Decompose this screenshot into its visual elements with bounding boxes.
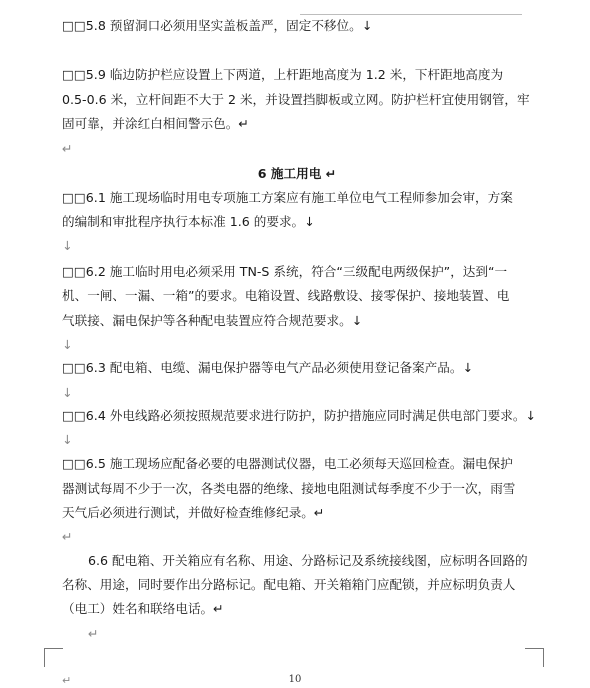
footer-paragraph-mark: ↵ [62,674,72,687]
crop-mark-left [44,648,63,667]
crop-mark-right [525,648,544,667]
text-line: □□6.5 施工现场应配备必要的电器测试仪器，电工必须每天巡回检查。漏电保护 [62,456,513,471]
text-line: □□5.9 临边防护栏应设置上下两道，上杆距地高度为 1.2 米，下杆距地高度为 [62,67,504,82]
text-line: 名称、用途，同时要作出分路标记。配电箱、开关箱箱门应配锁，并应标明负责人 [62,577,516,592]
paragraph-mark: ↓ [62,385,73,400]
section-heading: 6 施工用电 ↵ [257,166,337,181]
text-line: □□5.8 预留洞口必须用坚实盖板盖严，固定不移位。↓ [62,18,373,33]
paragraph-mark: ↓ [62,238,73,253]
paragraph-mark: ↵ [62,529,73,544]
text-line: □□6.4 外电线路必须按照规范要求进行防护，防护措施应同时满足供电部门要求。↓ [62,408,536,423]
text-line: 0.5-0.6 米，立杆间距不大于 2 米，并设置挡脚板或立网。防护栏杆宜使用钢管，牢 [62,92,530,107]
text-line: 气联接、漏电保护等各种配电装置应符合规范要求。↓ [62,313,363,328]
text-line: □□6.2 施工临时用电必须采用 TN-S 系统，符合“三级配电两级保护”，达到“一 [62,264,508,279]
text-line: 6.6 配电箱、开关箱应有名称、用途、分路标记及系统接线图，应标明各回路的 [88,553,528,568]
text-line: （电工）姓名和联络电话。↵ [62,601,224,616]
paragraph-mark: ↵ [62,141,73,156]
text-line: 天气后必须进行测试，并做好检查维修纪录。↵ [62,505,325,520]
text-line: □□6.1 施工现场临时用电专项施工方案应有施工单位电气工程师参加会审，方案 [62,190,513,205]
text-line: 的编制和审批程序执行本标准 1.6 的要求。↓ [62,214,315,229]
paragraph-mark: ↵ [88,626,99,641]
text-line: 机、一闸、一漏、一箱”的要求。电箱设置、线路敷设、接零保护、接地装置、电 [62,288,510,303]
text-line: □□6.3 配电箱、电缆、漏电保护器等电气产品必须使用登记备案产品。↓ [62,360,474,375]
paragraph-mark: ↓ [62,337,73,352]
header-rule [300,14,522,15]
text-line: 固可靠，并涂红白相间警示色。↵ [62,116,249,131]
paragraph-mark: ↓ [62,432,73,447]
page-number: 10 [288,674,302,685]
text-line: 器测试每周不少于一次，各类电器的绝缘、接地电阻测试每季度不少于一次，雨雪 [62,481,516,496]
